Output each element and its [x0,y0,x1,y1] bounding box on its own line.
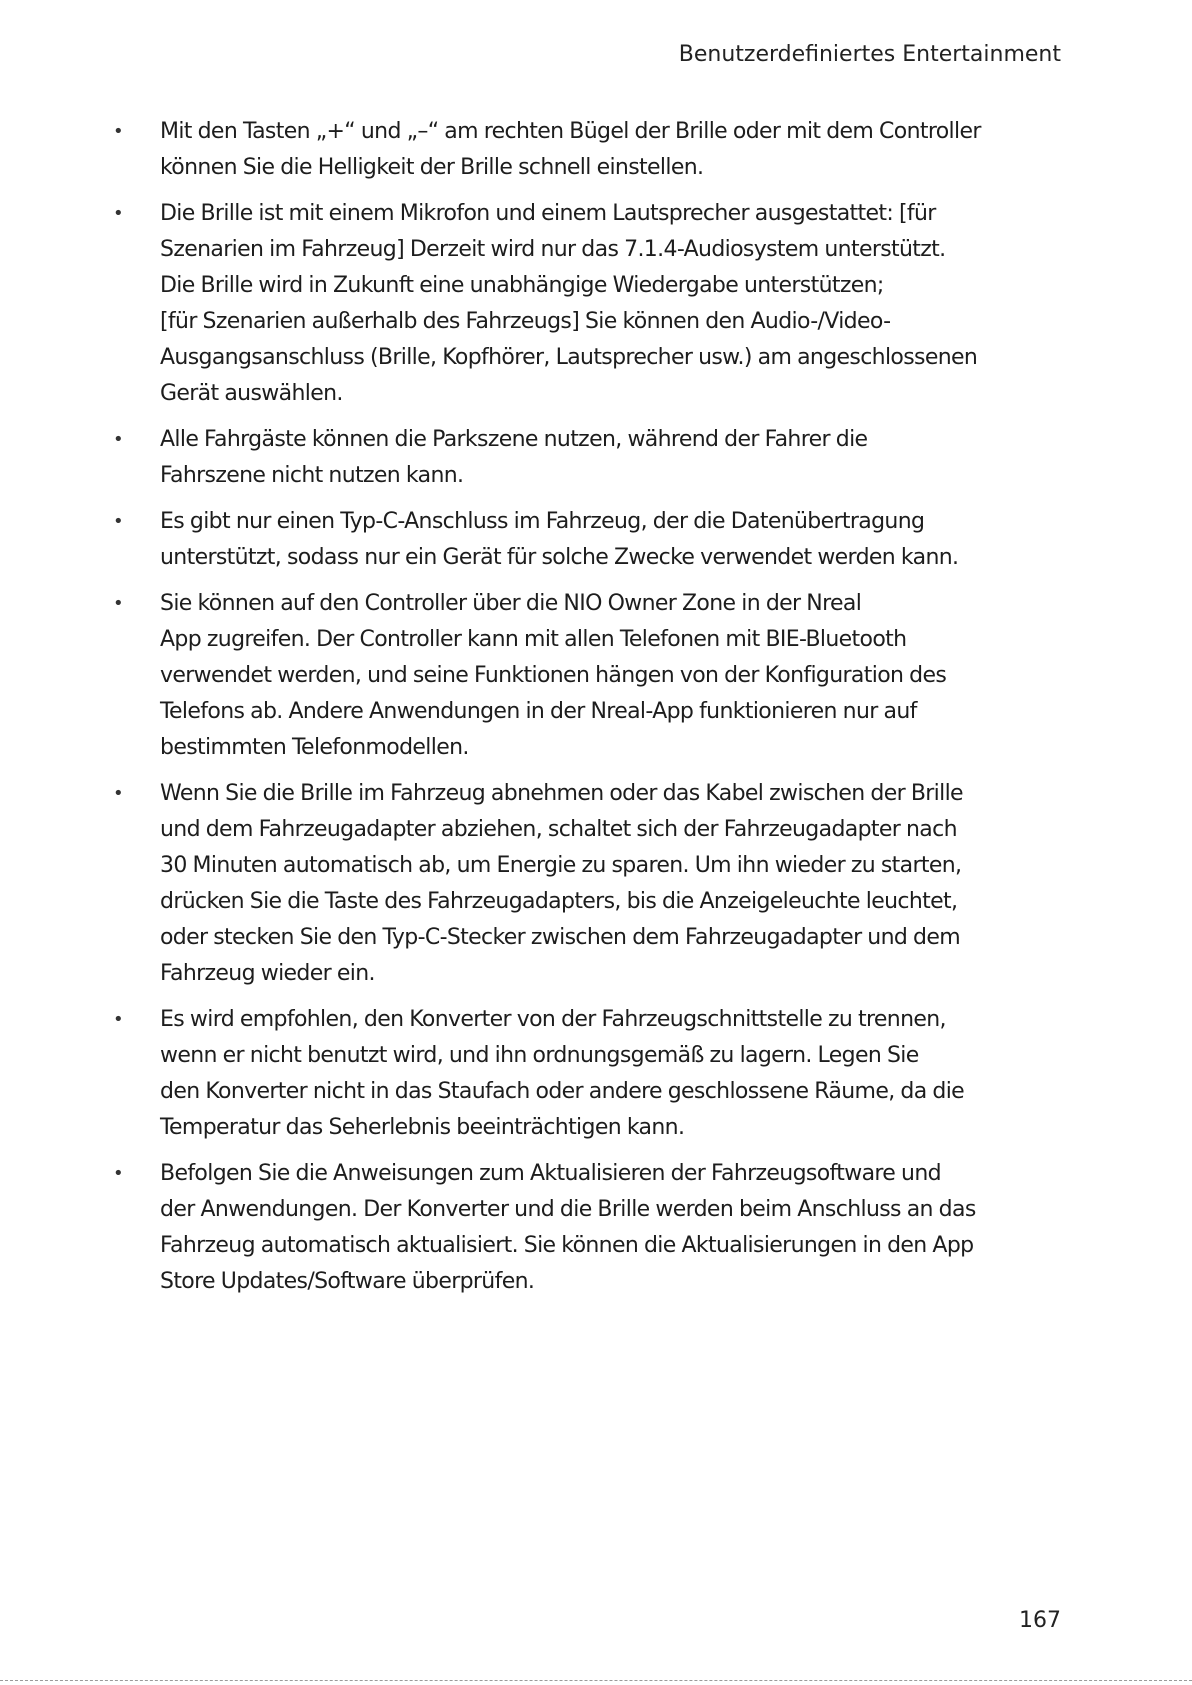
bullet-text-line: Store Updates/Software überprüfen. [160,1269,535,1294]
bullet-item [112,114,1078,186]
bullet-text-line: Es wird empfohlen, den Konverter von der Fahrzeugschnittstelle zu trennen, [160,1007,946,1032]
bullet-dot-icon: • [113,511,123,532]
bullet-item [112,586,1078,766]
bullet-text-line: [für Szenarien außerhalb des Fahrzeugs] Sie können den Audio-/Video- [160,309,891,334]
bullet-text-line: Temperatur das Seherlebnis beeinträchtigen kann. [160,1115,685,1140]
bullet-dot-icon: • [113,429,123,450]
page-number: 167 [1019,1608,1061,1633]
bullet-text-line: Gerät auswählen. [160,381,343,406]
bullet-item [112,504,1078,576]
bullet-item [112,1002,1078,1146]
bullet-text-line: Mit den Tasten „+“ und „–“ am rechten Bügel der Brille oder mit dem Controller [160,119,981,144]
bullet-text-line: den Konverter nicht in das Staufach oder andere geschlossene Räume, da die [160,1079,965,1104]
bullet-text-line: Die Brille ist mit einem Mikrofon und einem Lautsprecher ausgestattet: [für [160,201,936,226]
bullet-text-line: Die Brille wird in Zukunft eine unabhängige Wiedergabe unterstützen; [160,273,884,298]
bullet-item [112,196,1078,412]
bullet-text-line: und dem Fahrzeugadapter abziehen, schaltet sich der Fahrzeugadapter nach [160,817,957,842]
bullet-text-line: bestimmten Telefonmodellen. [160,735,469,760]
bullet-dot-icon: • [113,1163,123,1184]
bullet-text-line: Telefons ab. Andere Anwendungen in der Nreal-App funktionieren nur auf [160,699,917,724]
bullet-text-line: unterstützt, sodass nur ein Gerät für solche Zwecke verwendet werden kann. [160,545,959,570]
bullet-text-line: Befolgen Sie die Anweisungen zum Aktualisieren der Fahrzeugsoftware und [160,1161,941,1186]
bullet-dot-icon: • [113,1009,123,1030]
bullet-text-line: verwendet werden, und seine Funktionen hängen von der Konfiguration des [160,663,947,688]
bullet-item [112,422,1078,494]
bullet-text-line: Fahrzeug automatisch aktualisiert. Sie können die Aktualisierungen in den App [160,1233,974,1258]
bullet-text-line: oder stecken Sie den Typ-C-Stecker zwischen dem Fahrzeugadapter und dem [160,925,961,950]
bullet-dot-icon: • [113,121,123,142]
page-bottom-rule [0,1680,1192,1681]
page-header-title: Benutzerdefiniertes Entertainment [678,42,1061,67]
bullet-text-line: Ausgangsanschluss (Brille, Kopfhörer, Lautsprecher usw.) am angeschlossenen [160,345,978,370]
bullet-text-line: drücken Sie die Taste des Fahrzeugadapters, bis die Anzeigeleuchte leuchtet, [160,889,958,914]
bullet-item [112,776,1078,992]
bullet-text-line: Fahrszene nicht nutzen kann. [160,463,464,488]
bullet-text-line: Sie können auf den Controller über die NIO Owner Zone in der Nreal [160,591,862,616]
bullet-text-line: Es gibt nur einen Typ-C-Anschluss im Fahrzeug, der die Datenübertragung [160,509,925,534]
bullet-text-line: der Anwendungen. Der Konverter und die Brille werden beim Anschluss an das [160,1197,976,1222]
bullet-text-line: Wenn Sie die Brille im Fahrzeug abnehmen oder das Kabel zwischen der Brille [160,781,963,806]
bullet-text-line: 30 Minuten automatisch ab, um Energie zu sparen. Um ihn wieder zu starten, [160,853,962,878]
bullet-dot-icon: • [113,783,123,804]
bullet-dot-icon: • [113,593,123,614]
bullet-text-line: Alle Fahrgäste können die Parkszene nutzen, während der Fahrer die [160,427,868,452]
bullet-text-line: App zugreifen. Der Controller kann mit allen Telefonen mit BIE-Bluetooth [160,627,907,652]
bullet-list [112,114,1078,1310]
bullet-text-line: wenn er nicht benutzt wird, und ihn ordnungsgemäß zu lagern. Legen Sie [160,1043,919,1068]
bullet-dot-icon: • [113,203,123,224]
bullet-text-line: Szenarien im Fahrzeug] Derzeit wird nur das 7.1.4-Audiosystem unterstützt. [160,237,946,262]
bullet-item [112,1156,1078,1300]
bullet-text-line: Fahrzeug wieder ein. [160,961,375,986]
bullet-text-line: können Sie die Helligkeit der Brille schnell einstellen. [160,155,704,180]
